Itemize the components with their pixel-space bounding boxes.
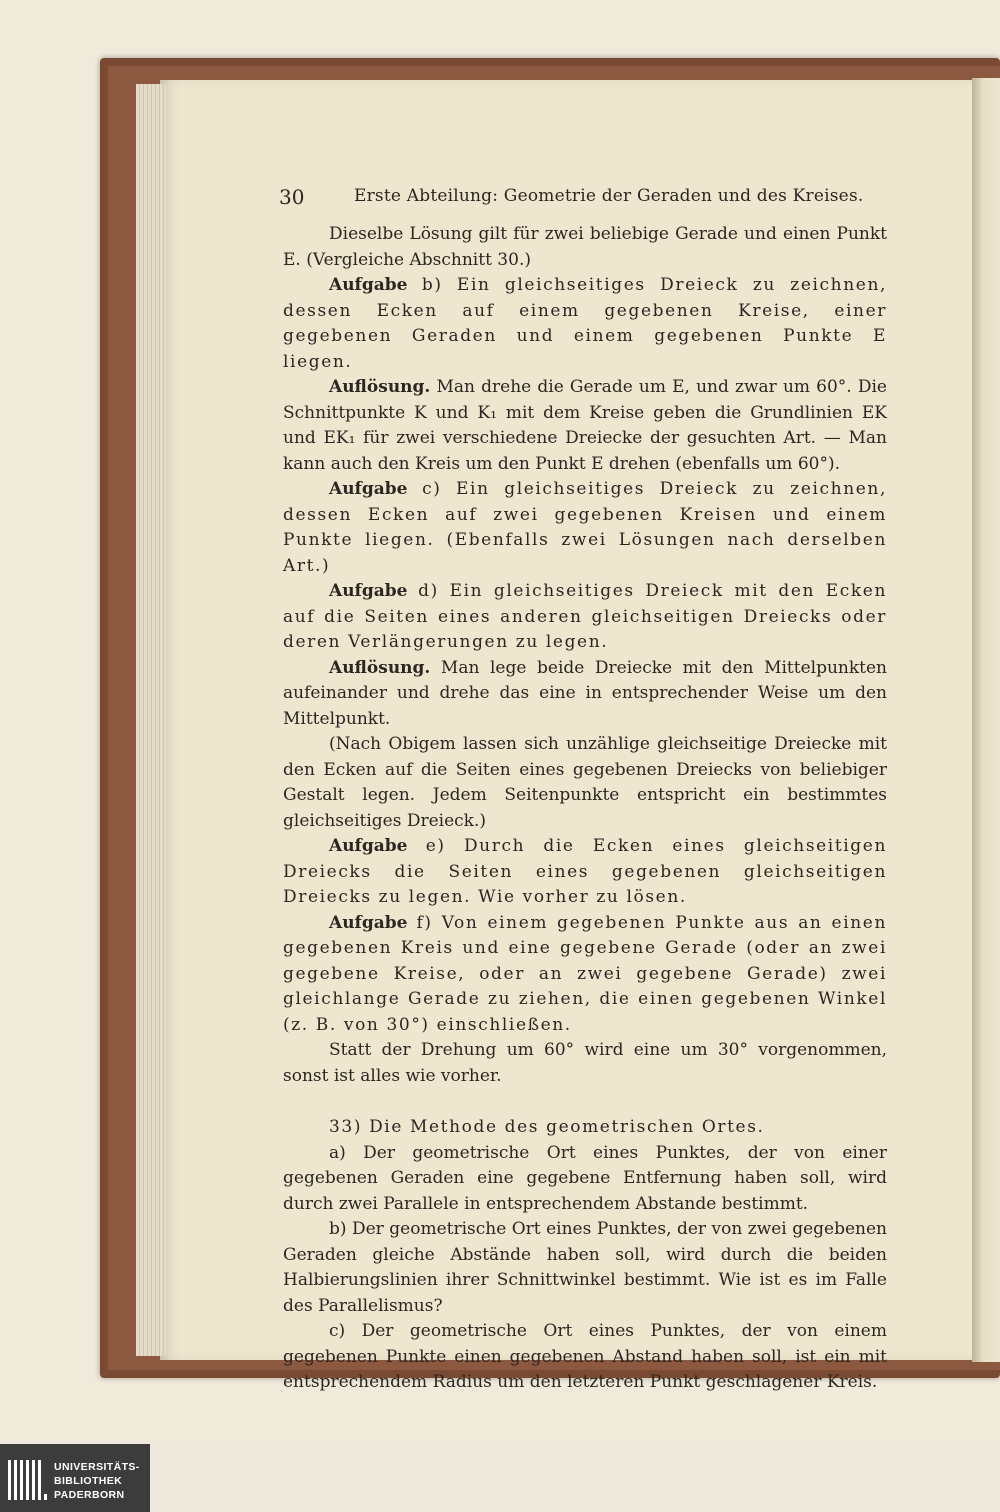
section-gap (283, 1089, 887, 1115)
library-logo-line: BIBLIOTHEK (54, 1475, 123, 1487)
section-heading: 33) Die Methode des geometrischen Ortes. (329, 1117, 765, 1137)
paragraph-label: Auflösung. (329, 657, 431, 678)
paragraph-label: Aufgabe (329, 836, 408, 856)
section-item: c) Der geometrische Ort eines Punktes, der von einem gegebenen Punkte einen gegebenen Abstand haben soll, ist ein mit entsprechendem Radius um den letzteren Punkt geschlagener Kreis. (283, 1321, 887, 1392)
section-item: a) Der geometrische Ort eines Punktes, der von einer gegebenen Geraden eine gegebene Entfernung haben soll, wird durch zwei Parallele in entsprechendem Abstande bestimmt. (283, 1142, 887, 1214)
library-logo (8, 1456, 158, 1508)
paragraph-text: Man lege beide Dreiecke mit den Mittelpunkten aufeinander und drehe das eine in entsprechender Weise um den Mittelpunkt. (283, 657, 887, 729)
running-header (279, 185, 879, 215)
paragraph (283, 222, 887, 273)
next-page-edge (972, 78, 1000, 1362)
paragraph (283, 375, 887, 477)
paragraph-text: d) Ein gleichseitiges Dreieck mit den Ecken auf die Seiten eines anderen gleichseitigen Dreiecks oder deren Verlängerungen zu legen. (283, 581, 887, 652)
paragraph-text: Dieselbe Lösung gilt für zwei beliebige Gerade und einen Punkt E. (Vergleiche Abschnitt 30.) (283, 224, 887, 270)
paragraph (283, 911, 887, 1039)
paragraph-text: Statt der Drehung um 60° wird eine um 30° vorgenommen, sonst ist alles wie vorher. (283, 1040, 887, 1086)
paragraph (283, 732, 887, 834)
paragraph (283, 656, 887, 733)
library-logo-line: PADERBORN (54, 1489, 125, 1501)
paragraph-text: Man drehe die Gerade um E, und zwar um 60°. Die Schnittpunkte K und K₁ mit dem Kreise geben die Grundlinien EK und EK₁ für zwei verschiedene Dreiecke der gesuchten Art. — Man kann auch den Kreis um den Punkt E drehen (ebenfalls um 60°). (283, 377, 887, 474)
paragraph-label: Aufgabe (329, 581, 408, 601)
page-edges (136, 84, 166, 1356)
section-item: b) Der geometrische Ort eines Punktes, der von zwei gegebenen Geraden gleiche Abstände haben soll, wird durch die beiden Halbierungslinien ihrer Schnittwinkel bestimmt. Wie ist es im Falle des Parallelismus? (283, 1219, 887, 1316)
paragraph (283, 273, 887, 375)
running-title: Erste Abteilung: Geometrie der Geraden und des Kreises. (354, 186, 864, 206)
library-logo-text (54, 1460, 140, 1502)
paragraph (283, 834, 887, 911)
library-logo-line: UNIVERSITÄTS- (54, 1461, 140, 1473)
page-body (283, 222, 887, 1396)
paragraph-text: b) Ein gleichseitiges Dreieck zu zeichnen, dessen Ecken auf einem gegebenen Kreise, einer gegebenen Geraden und einem gegebenen Punkte E liegen. (283, 275, 887, 372)
paragraph-text: f) Von einem gegebenen Punkte aus an einen gegebenen Kreis und eine gegebene Gerade (oder an zwei gegebene Kreise, oder an zwei gegebene Gerade) zwei gleichlange Gerade zu ziehen, die einen gegebenen Winkel (z. B. von 30°) einschließen. (283, 912, 887, 1035)
paragraph-label: Auflösung. (329, 377, 431, 397)
paragraph (283, 1038, 887, 1089)
library-logo-barcode-icon (8, 1460, 48, 1504)
paragraph-text: e) Durch die Ecken eines gleichseitigen Dreiecks die Seiten eines gegebenen gleichseitigen Dreiecks zu legen. Wie vorher zu lösen. (283, 836, 887, 907)
page-number: 30 (279, 185, 305, 209)
paragraph-text: c) Ein gleichseitiges Dreieck zu zeichnen, dessen Ecken auf zwei gegebenen Kreisen und einem Punkte liegen. (Ebenfalls zwei Lösungen nach derselben Art.) (283, 479, 887, 576)
paragraph-text: (Nach Obigem lassen sich unzählige gleichseitige Dreiecke mit den Ecken auf die Seiten eines gegebenen Dreiecks von beliebiger Gestalt legen. Jedem Seitenpunkte entspricht ein bestimmtes gleichseitiges Dreieck.) (283, 734, 887, 831)
paragraph (283, 477, 887, 579)
paragraph-label: Aufgabe (329, 479, 408, 499)
paragraph (283, 579, 887, 656)
paragraph-label: Aufgabe (329, 275, 408, 295)
paragraph-label: Aufgabe (329, 912, 408, 933)
